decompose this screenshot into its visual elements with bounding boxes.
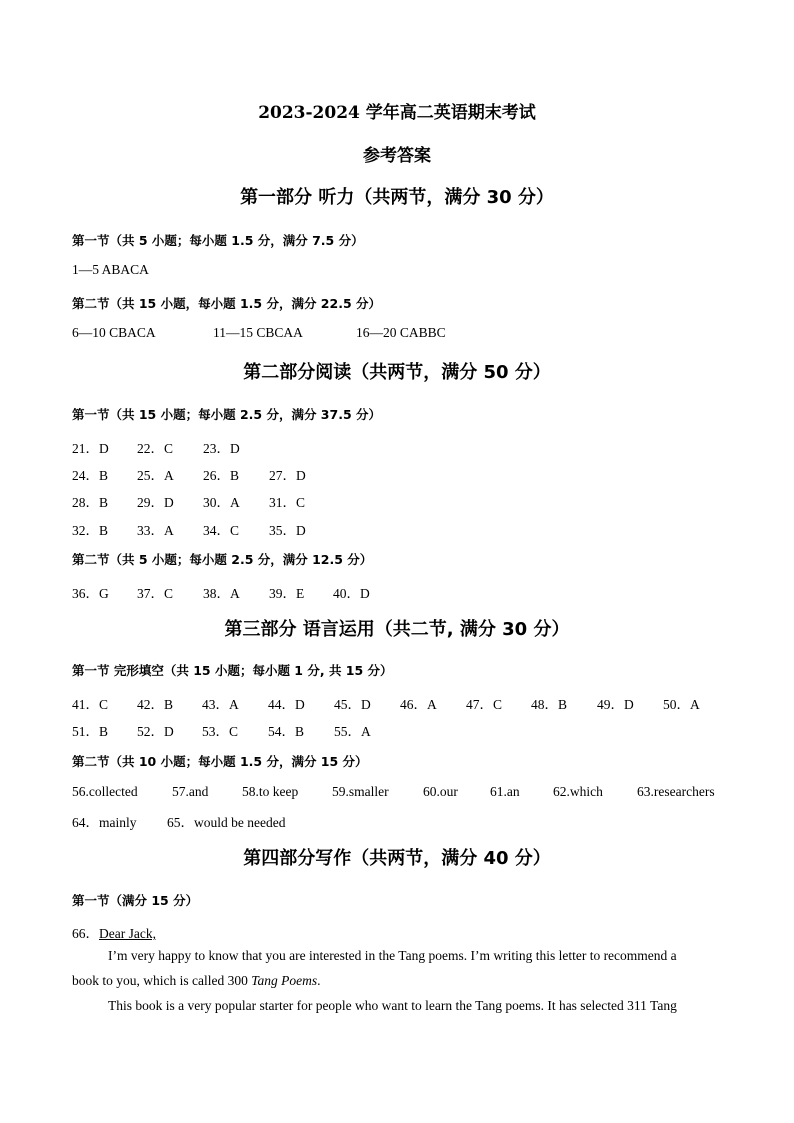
answer-item: 50．A [663,697,700,712]
answer-row [72,811,472,831]
answer-group: 16—20 CABBC [356,325,446,340]
answer-item: 27．D [269,468,306,483]
answer-item: 38．A [203,586,240,601]
answer-item: 37．C [137,586,174,601]
answer-row [72,693,732,713]
answer-item: 35．D [269,523,306,538]
text-run: book to you, which is called 300 [72,973,252,988]
answer-item: 41．C [72,697,109,712]
answer-item: 55．A [334,724,371,739]
answer-item: 44．D [268,697,305,712]
letter-paragraph-line: This book is a very popular starter for people who want to learn the Tang poems. It has selected 311 Tang [108,998,677,1013]
answer-item: 31．C [269,495,306,510]
answer-item: 32．B [72,523,109,538]
answer-group: 6—10 CBACA [72,325,156,340]
answer-item: 65．would be needed [167,815,286,830]
answer-item: 63.researchers [637,784,715,799]
letter-paragraph-line [72,973,321,989]
answer-item: 57.and [172,784,209,799]
answer-group: 11—15 CBCAA [213,325,303,340]
answer-group: 1—5 ABACA [72,262,149,277]
answer-item: 45．D [334,697,371,712]
answer-item: 30．A [203,495,240,510]
answer-item: 33．A [137,523,174,538]
question-66 [72,922,156,942]
answer-item: 22．C [137,441,174,456]
part2-sec2-heading: 第二节（共 5 小题；每小题 2.5 分，满分 12.5 分） [72,552,373,567]
letter-greeting: Dear Jack, [99,926,156,941]
part1-sec1-heading: 第一节（共 5 小题；每小题 1.5 分，满分 7.5 分） [72,233,364,248]
answer-item: 62.which [553,784,603,799]
answer-item: 59.smaller [332,784,389,799]
answer-row [72,720,472,740]
part1-heading: 第一部分 听力（共两节，满分 30 分） [240,187,554,208]
part4-sec1-heading: 第一节（满分 15 分） [72,893,199,908]
answer-item: 25．A [137,468,174,483]
part1-sec2-heading: 第二节（共 15 小题，每小题 1.5 分，满分 22.5 分） [72,296,381,311]
part2-sec1-heading: 第一节（共 15 小题；每小题 2.5 分，满分 37.5 分） [72,407,381,422]
letter-paragraph-line: I’m very happy to know that you are interested in the Tang poems. I’m writing this letter to recommend a [108,948,677,963]
part3-sec2-heading: 第二节（共 10 小题；每小题 1.5 分，满分 15 分） [72,754,368,769]
answer-item: 29．D [137,495,174,510]
answer-item: 21．D [72,441,109,456]
part4-heading: 第四部分写作（共两节，满分 40 分） [243,848,551,869]
answer-item: 53．C [202,724,239,739]
answer-item: 43．A [202,697,239,712]
answer-item: 47．C [466,697,503,712]
answer-item: 46．A [400,697,437,712]
answer-row [72,491,472,511]
document-title: 2023-2024 学年高二英语期末考试 [258,103,536,123]
answer-item: 42．B [137,697,174,712]
answer-item: 52．D [137,724,174,739]
answer-item: 60.our [423,784,458,799]
answer-item: 56.collected [72,784,138,799]
part3-heading: 第三部分 语言运用（共二节, 满分 30 分） [224,619,570,640]
answer-row [72,437,472,457]
answer-item: 28．B [72,495,109,510]
answer-item: 36．G [72,586,109,601]
part2-heading: 第二部分阅读（共两节，满分 50 分） [243,362,551,383]
answer-item: 23．D [203,441,240,456]
book-title: Tang Poems [251,973,318,988]
answer-item: 24．B [72,468,109,483]
answer-item: 49．D [597,697,634,712]
question-number: 66． [72,926,99,941]
text-run: . [317,973,321,988]
answer-item: 26．B [203,468,240,483]
part3-sec1-heading: 第一节 完形填空（共 15 小题；每小题 1 分, 共 15 分） [72,663,393,678]
answer-row [72,325,722,345]
document-subtitle: 参考答案 [363,146,431,166]
answer-item: 39．E [269,586,305,601]
answer-item: 48．B [531,697,568,712]
answer-item: 64．mainly [72,815,137,830]
answer-row [72,582,472,602]
answer-item: 40．D [333,586,370,601]
answer-item: 51．B [72,724,109,739]
answer-row [72,519,472,539]
answer-row [72,784,732,804]
answer-item: 54．B [268,724,305,739]
answer-row [72,464,472,484]
answer-item: 58.to keep [242,784,299,799]
answer-item: 34．C [203,523,240,538]
answer-item: 61.an [490,784,520,799]
